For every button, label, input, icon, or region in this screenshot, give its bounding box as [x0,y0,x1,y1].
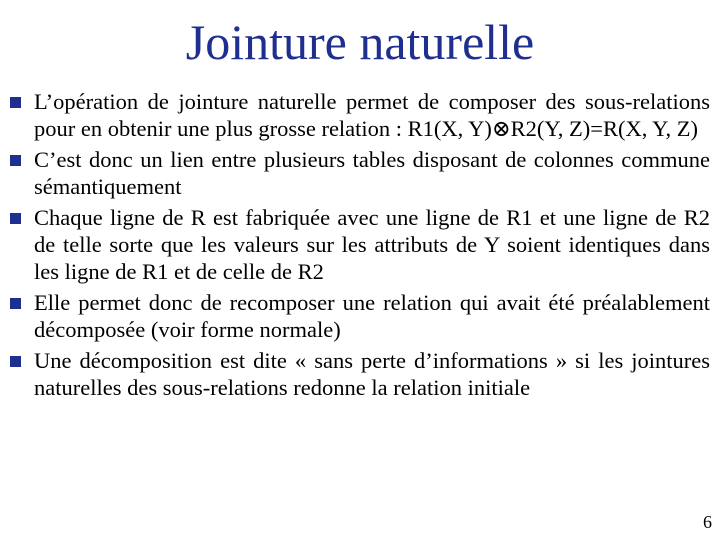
square-bullet-icon [10,356,21,367]
bullet-text: C’est donc un lien entre plusieurs tables disposant de colonnes commune sémantiquement [34,147,710,199]
bullet-text: L’opération de jointure naturelle permet de composer des sous-relations pour en obtenir une plus grosse relation : R1(X, Y)⊗R2(Y, Z)=R(X, Y, Z) [34,89,710,141]
square-bullet-icon [10,155,21,166]
bullet-item [10,88,710,142]
bullet-text: Chaque ligne de R est fabriquée avec une ligne de R1 et une ligne de R2 de telle sorte que les valeurs sur les attributs de Y soient identiques dans les ligne de R1 et de celle de R2 [34,205,710,284]
bullet-item [10,347,710,401]
square-bullet-icon [10,213,21,224]
bullet-text: Une décomposition est dite « sans perte d’informations » si les jointures naturelles des sous-relations redonne la relation initiale [34,348,710,400]
square-bullet-icon [10,97,21,108]
slide-title: Jointure naturelle [185,14,535,70]
square-bullet-icon [10,298,21,309]
bullet-text: Elle permet donc de recomposer une relation qui avait été préalablement décomposée (voir forme normale) [34,290,710,342]
bullet-list [10,88,710,405]
bullet-item [10,289,710,343]
bullet-item [10,204,710,285]
page-number: 6 [703,512,712,532]
bullet-item [10,146,710,200]
